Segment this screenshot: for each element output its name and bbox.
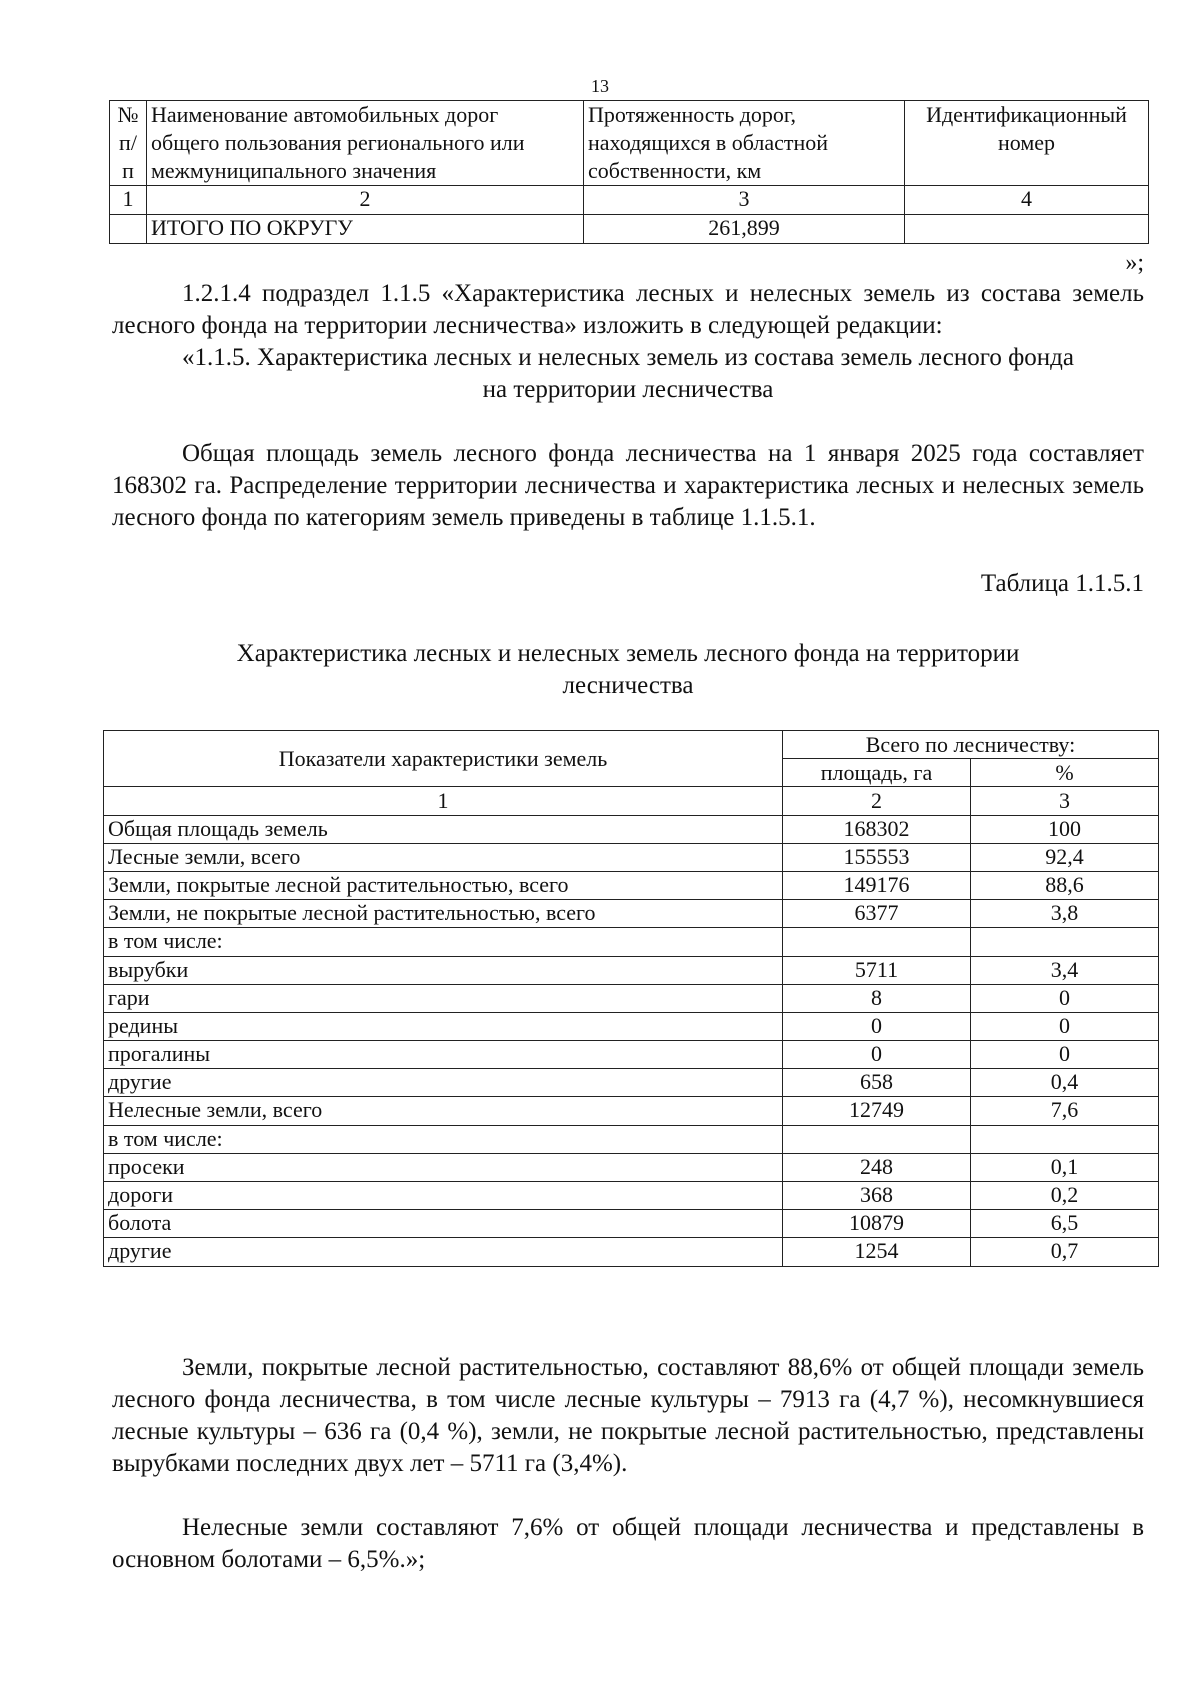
table-row	[104, 1012, 1159, 1040]
header-identification-number: Идентификационный номер	[905, 101, 1149, 186]
table-row	[104, 928, 1159, 956]
road-table-column-numbers: 1 2 3 4	[110, 186, 1149, 215]
row-label: болота	[104, 1210, 783, 1238]
row-percent: 0,1	[971, 1153, 1159, 1181]
header-percent: %	[971, 759, 1159, 787]
header-area: площадь, га	[783, 759, 971, 787]
header-total: Всего по лесничеству:	[783, 731, 1159, 759]
land-table-column-numbers: 1 2 3	[104, 787, 1159, 815]
row-area: 155553	[783, 843, 971, 871]
table-row	[104, 1238, 1159, 1266]
row-percent: 6,5	[971, 1210, 1159, 1238]
row-label: Земли, не покрытые лесной растительностью, всего	[104, 900, 783, 928]
table-label: Таблица 1.1.5.1	[980, 570, 1144, 597]
summary-paragraph-2: Нелесные земли составляют 7,6% от общей площади лесничества и представлены в основном болотами – 6,5%.»;	[112, 1514, 1144, 1573]
road-table	[109, 100, 1149, 244]
table-row	[104, 900, 1159, 928]
page-number: 13	[591, 76, 609, 96]
header-number: № п/п	[110, 101, 147, 186]
header-road-name: Наименование автомобильных дорог общего пользования регионального или межмуниципального значения	[147, 101, 584, 186]
row-area: 658	[783, 1069, 971, 1097]
row-area: 10879	[783, 1210, 971, 1238]
row-percent	[971, 928, 1159, 956]
table-title-line2: лесничества	[562, 672, 694, 699]
summary-paragraph-1: Земли, покрытые лесной растительностью, составляют 88,6% от общей площади земель лесного фонда лесничества, в том числе лесные культуры – 7913 га (4,7 %), несомкнувшиеся лесные культуры – 636 га (0,4 %), земли, не покрытые лесной растительностью, представлены вырубками последних двух лет – 5711 га (3,4%).	[112, 1354, 1144, 1477]
row-label: другие	[104, 1069, 783, 1097]
row-label: редины	[104, 1012, 783, 1040]
table-row	[104, 984, 1159, 1012]
row-percent: 0	[971, 984, 1159, 1012]
row-label: Земли, покрытые лесной растительностью, всего	[104, 871, 783, 899]
row-area: 6377	[783, 900, 971, 928]
total-length: 261,899	[584, 215, 905, 244]
row-percent: 3,8	[971, 900, 1159, 928]
table-row	[104, 1210, 1159, 1238]
row-area	[783, 1125, 971, 1153]
land-table-header-row1	[104, 731, 1159, 759]
row-percent: 0,2	[971, 1182, 1159, 1210]
row-label: вырубки	[104, 956, 783, 984]
row-area: 5711	[783, 956, 971, 984]
row-percent: 0,7	[971, 1238, 1159, 1266]
row-label: в том числе:	[104, 928, 783, 956]
row-area	[783, 928, 971, 956]
total-id	[905, 215, 1149, 244]
row-area: 168302	[783, 815, 971, 843]
row-area: 0	[783, 1041, 971, 1069]
row-label: в том числе:	[104, 1125, 783, 1153]
total-label: ИТОГО ПО ОКРУГУ	[147, 215, 584, 244]
row-label: гари	[104, 984, 783, 1012]
header-indicator: Показатели характеристики земель	[104, 731, 783, 787]
row-percent: 0	[971, 1012, 1159, 1040]
table-row	[104, 843, 1159, 871]
row-percent: 0,4	[971, 1069, 1159, 1097]
closing-quote: »;	[1125, 250, 1144, 276]
row-area: 368	[783, 1182, 971, 1210]
table-row	[104, 956, 1159, 984]
table-row	[104, 815, 1159, 843]
land-table-body	[104, 815, 1159, 1266]
row-area: 248	[783, 1153, 971, 1181]
table-row	[104, 871, 1159, 899]
amendment-paragraph: 1.2.1.4 подраздел 1.1.5 «Характеристика лесных и нелесных земель из состава земель лесного фонда на территории лесничества» изложить в следующей редакции:	[112, 280, 1144, 339]
row-area: 0	[783, 1012, 971, 1040]
table-row	[104, 1069, 1159, 1097]
row-area: 8	[783, 984, 971, 1012]
row-percent	[971, 1125, 1159, 1153]
row-percent: 88,6	[971, 871, 1159, 899]
row-label: прогалины	[104, 1041, 783, 1069]
row-area: 149176	[783, 871, 971, 899]
table-row	[104, 1041, 1159, 1069]
row-percent: 92,4	[971, 843, 1159, 871]
row-percent: 100	[971, 815, 1159, 843]
row-percent: 7,6	[971, 1097, 1159, 1125]
road-table-total-row	[110, 215, 1149, 244]
section-heading-line1: «1.1.5. Характеристика лесных и нелесных земель из состава земель лесного фонда	[182, 344, 1074, 371]
row-label: Общая площадь земель	[104, 815, 783, 843]
section-heading-line2: на территории лесничества	[482, 376, 774, 403]
road-table-header	[110, 101, 1149, 186]
row-label: просеки	[104, 1153, 783, 1181]
row-label: Нелесные земли, всего	[104, 1097, 783, 1125]
intro-paragraph: Общая площадь земель лесного фонда лесничества на 1 января 2025 года составляет 168302 га. Распределение территории лесничества и характеристика лесных и нелесных земель лесного фонда по категориям земель приведены в таблице 1.1.5.1.	[112, 440, 1144, 531]
row-label: Лесные земли, всего	[104, 843, 783, 871]
row-percent: 3,4	[971, 956, 1159, 984]
table-title-line1: Характеристика лесных и нелесных земель лесного фонда на территории	[236, 640, 1020, 667]
table-row	[104, 1182, 1159, 1210]
row-area: 12749	[783, 1097, 971, 1125]
row-percent: 0	[971, 1041, 1159, 1069]
table-row	[104, 1125, 1159, 1153]
header-road-length: Протяженность дорог, находящихся в областной собственности, км	[584, 101, 905, 186]
row-label: дороги	[104, 1182, 783, 1210]
row-label: другие	[104, 1238, 783, 1266]
row-area: 1254	[783, 1238, 971, 1266]
table-row	[104, 1097, 1159, 1125]
land-table	[103, 730, 1159, 1267]
table-row	[104, 1153, 1159, 1181]
